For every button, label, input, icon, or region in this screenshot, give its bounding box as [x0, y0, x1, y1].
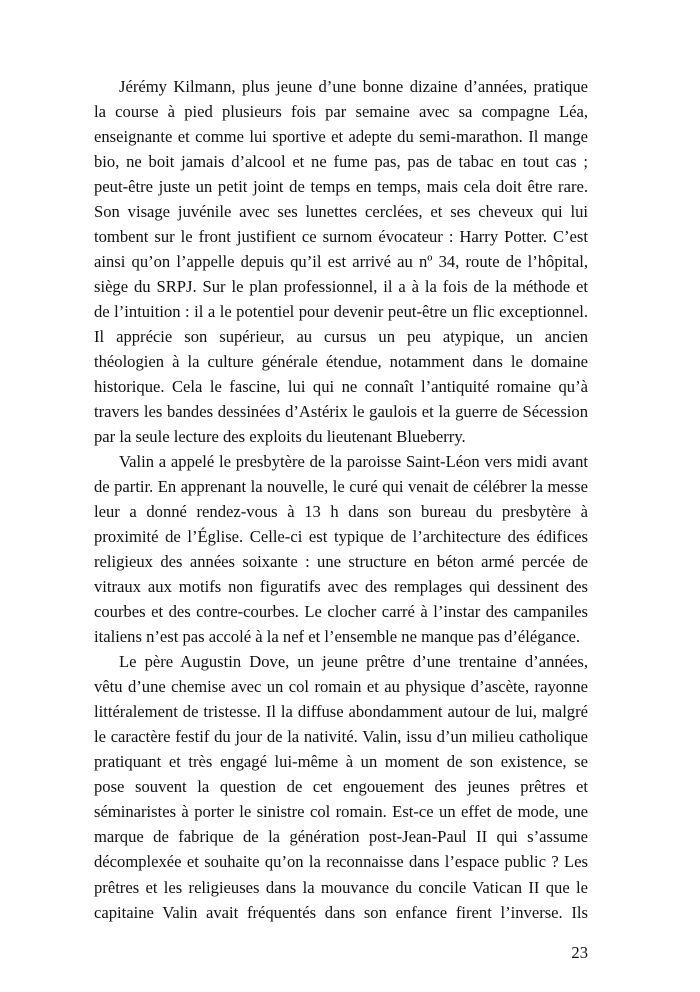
text-line: leur a donné rendez-vous à 13 h dans son bureau du presbytère à: [94, 502, 588, 522]
text-line: de partir. En apprenant la nouvelle, le curé qui venait de célébrer la messe: [94, 477, 588, 497]
text-line: bio, ne boit jamais d’alcool et ne fume pas, pas de tabac en tout cas ;: [94, 152, 588, 172]
text-line: ainsi qu’on l’appelle depuis qu’il est arrivé au nº 34, route de l’hôpital,: [94, 252, 588, 272]
text-line: proximité de l’Église. Celle-ci est typique de l’architecture des édifices: [94, 527, 588, 547]
text-line: par la seule lecture des exploits du lieutenant Blueberry.: [94, 427, 466, 447]
text-line: théologien à la culture générale étendue, notamment dans le domaine: [94, 352, 588, 372]
text-line: peut-être juste un petit joint de temps en temps, mais cela doit être rare.: [94, 177, 588, 197]
text-line: décomplexée et souhaite qu’on la reconnaisse dans l’espace public ? Les: [94, 852, 588, 872]
text-line: capitaine Valin avait fréquentés dans son enfance firent l’inverse. Ils: [94, 902, 588, 922]
text-line: italiens n’est pas accolé à la nef et l’ensemble ne manque pas d’élégance.: [94, 627, 581, 647]
text-line: littéralement de tristesse. Il la diffuse abondamment autour de lui, malgré: [94, 702, 588, 722]
text-line: pratiquant et très engagé lui-même à un moment de son existence, se: [94, 752, 588, 772]
text-line: de l’intuition : il a le potentiel pour devenir peut-être un flic exceptionnel.: [94, 302, 588, 322]
text-line: historique. Cela le fascine, lui qui ne connaît l’antiquité romaine qu’à: [94, 377, 588, 397]
text-line: Valin a appelé le presbytère de la paroisse Saint-Léon vers midi avant: [119, 452, 588, 472]
text-line: Le père Augustin Dove, un jeune prêtre d’une trentaine d’années,: [119, 652, 588, 672]
paragraph: [94, 449, 588, 649]
text-line: séminaristes à porter le sinistre col romain. Est-ce un effet de mode, une: [94, 802, 588, 822]
text-line: travers les bandes dessinées d’Astérix le gaulois et la guerre de Sécession: [94, 402, 588, 422]
text-line: la course à pied plusieurs fois par semaine avec sa compagne Léa,: [94, 102, 588, 122]
text-line: Il apprécie son supérieur, au cursus un peu atypique, un ancien: [94, 327, 588, 347]
text-line: Son visage juvénile avec ses lunettes cerclées, et ses cheveux qui lui: [94, 202, 588, 222]
text-line: le caractère festif du jour de la nativité. Valin, issu d’un milieu catholique: [94, 727, 588, 747]
text-line: pose souvent la question de cet engouement des jeunes prêtres et: [94, 777, 588, 797]
text-line: enseignante et comme lui sportive et adepte du semi-marathon. Il mange: [94, 127, 588, 147]
text-line: religieux des années soixante : une structure en béton armé percée de: [94, 552, 588, 572]
text-line: vitraux aux motifs non figuratifs avec des remplages qui dessinent des: [94, 577, 588, 597]
text-line: prêtres et les religieuses dans la mouvance du concile Vatican II que le: [94, 877, 588, 897]
paragraph: [94, 649, 588, 924]
page-number: 23: [571, 943, 588, 962]
text-line: vêtu d’une chemise avec un col romain et au physique d’ascète, rayonne: [94, 677, 588, 697]
page-body: [94, 74, 588, 925]
text-line: marque de fabrique de la génération post-Jean-Paul II qui s’assume: [94, 827, 588, 847]
text-line: tombent sur le front justifient ce surnom évocateur : Harry Potter. C’est: [94, 227, 588, 247]
text-line: Jérémy Kilmann, plus jeune d’une bonne dizaine d’années, pratique: [119, 77, 588, 96]
paragraph: [94, 74, 588, 449]
text-line: siège du SRPJ. Sur le plan professionnel, il a à la fois de la méthode et: [94, 277, 588, 297]
text-line: courbes et des contre-courbes. Le clocher carré à l’instar des campaniles: [94, 602, 588, 622]
